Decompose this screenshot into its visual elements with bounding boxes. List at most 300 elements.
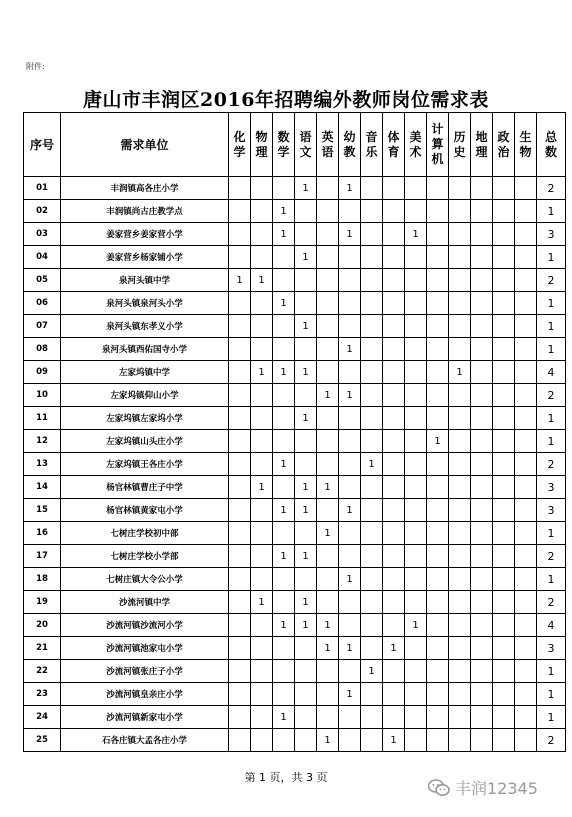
subject-count: [449, 729, 471, 752]
subject-count: [383, 522, 405, 545]
subject-count: [361, 223, 383, 246]
table-row: [24, 683, 566, 706]
subject-count: 1: [339, 338, 361, 361]
subject-count: [471, 407, 493, 430]
header-subject: [405, 113, 427, 177]
subject-count: [317, 568, 339, 591]
subject-count: [427, 338, 449, 361]
subject-count: [361, 637, 383, 660]
header-subject: [295, 113, 317, 177]
row-number: 09: [24, 361, 61, 384]
subject-count: [383, 453, 405, 476]
row-total: 3: [537, 637, 566, 660]
row-number: 04: [24, 246, 61, 269]
subject-count: [493, 361, 515, 384]
subject-count: [317, 683, 339, 706]
subject-count: [471, 522, 493, 545]
subject-count: [493, 706, 515, 729]
subject-count: [339, 407, 361, 430]
subject-count: [383, 269, 405, 292]
watermark: [428, 776, 538, 799]
subject-count: [515, 292, 537, 315]
subject-count: [515, 706, 537, 729]
subject-count: [273, 568, 295, 591]
subject-count: [405, 729, 427, 752]
subject-count: [449, 384, 471, 407]
subject-count: [361, 269, 383, 292]
header-subject-label: 美术: [409, 129, 422, 159]
subject-count: [493, 499, 515, 522]
subject-count: [383, 223, 405, 246]
teacher-demand-table: [23, 112, 566, 752]
table-row: [24, 177, 566, 200]
subject-count: 1: [295, 499, 317, 522]
subject-count: [493, 729, 515, 752]
subject-count: [229, 361, 251, 384]
subject-count: [251, 614, 273, 637]
subject-count: [229, 384, 251, 407]
subject-count: [229, 315, 251, 338]
subject-count: [229, 545, 251, 568]
table-row: [24, 407, 566, 430]
subject-count: 1: [295, 476, 317, 499]
subject-count: [471, 591, 493, 614]
subject-count: [427, 522, 449, 545]
subject-count: [295, 269, 317, 292]
subject-count: [251, 315, 273, 338]
subject-count: [251, 223, 273, 246]
subject-count: [383, 568, 405, 591]
subject-count: [273, 637, 295, 660]
subject-count: [383, 430, 405, 453]
table-row: [24, 729, 566, 752]
row-total: 1: [537, 200, 566, 223]
table-row: [24, 315, 566, 338]
subject-count: 1: [339, 683, 361, 706]
subject-count: [405, 269, 427, 292]
subject-count: [493, 223, 515, 246]
subject-count: 1: [317, 522, 339, 545]
subject-count: [251, 637, 273, 660]
table-row: [24, 568, 566, 591]
subject-count: [229, 476, 251, 499]
subject-count: [339, 729, 361, 752]
subject-count: [515, 200, 537, 223]
table-row: [24, 476, 566, 499]
subject-count: [471, 729, 493, 752]
subject-count: [405, 453, 427, 476]
row-number: 12: [24, 430, 61, 453]
subject-count: [251, 177, 273, 200]
subject-count: [251, 407, 273, 430]
subject-count: [493, 614, 515, 637]
subject-count: [405, 361, 427, 384]
row-unit: 石各庄镇大孟各庄小学: [61, 729, 229, 752]
subject-count: [361, 545, 383, 568]
subject-count: 1: [273, 223, 295, 246]
row-number: 10: [24, 384, 61, 407]
subject-count: [383, 660, 405, 683]
table-row: [24, 430, 566, 453]
header-subject-label: 化学: [233, 129, 246, 159]
row-total: 1: [537, 407, 566, 430]
row-number: 25: [24, 729, 61, 752]
subject-count: [405, 338, 427, 361]
subject-count: [229, 637, 251, 660]
subject-count: [515, 338, 537, 361]
subject-count: [493, 269, 515, 292]
subject-count: 1: [449, 361, 471, 384]
watermark-text: 丰润12345: [455, 779, 538, 798]
row-total: 1: [537, 660, 566, 683]
subject-count: [471, 683, 493, 706]
subject-count: [449, 591, 471, 614]
row-unit: 丰润镇高各庄小学: [61, 177, 229, 200]
subject-count: [383, 614, 405, 637]
subject-count: [471, 568, 493, 591]
subject-count: [317, 223, 339, 246]
subject-count: [273, 660, 295, 683]
subject-count: [273, 246, 295, 269]
subject-count: 1: [295, 315, 317, 338]
subject-count: [405, 315, 427, 338]
subject-count: 1: [339, 637, 361, 660]
subject-count: [361, 177, 383, 200]
table-row: [24, 453, 566, 476]
subject-count: [361, 338, 383, 361]
table-row: [24, 361, 566, 384]
row-number: 17: [24, 545, 61, 568]
subject-count: [427, 292, 449, 315]
subject-count: [427, 384, 449, 407]
subject-count: [471, 177, 493, 200]
subject-count: [449, 545, 471, 568]
subject-count: 1: [273, 614, 295, 637]
subject-count: [515, 591, 537, 614]
subject-count: [251, 430, 273, 453]
row-total: 3: [537, 476, 566, 499]
row-number: 06: [24, 292, 61, 315]
row-total: 3: [537, 499, 566, 522]
subject-count: [471, 614, 493, 637]
row-unit: 沙流河镇沙流河小学: [61, 614, 229, 637]
subject-count: [405, 545, 427, 568]
subject-count: [493, 476, 515, 499]
header-subject: [273, 113, 295, 177]
page-title: 唐山市丰润区2016年招聘编外教师岗位需求表: [83, 89, 489, 111]
subject-count: [515, 545, 537, 568]
subject-count: 1: [295, 591, 317, 614]
subject-count: [229, 292, 251, 315]
subject-count: [317, 269, 339, 292]
page-footer: 第 1 页，共 3 页: [244, 771, 328, 784]
subject-count: [361, 407, 383, 430]
row-number: 07: [24, 315, 61, 338]
subject-count: [493, 177, 515, 200]
subject-count: [471, 545, 493, 568]
subject-count: [471, 315, 493, 338]
row-total: 1: [537, 338, 566, 361]
subject-count: [229, 522, 251, 545]
header-subject-label: 地理: [475, 129, 488, 159]
header-subject: [427, 113, 449, 177]
subject-count: [471, 637, 493, 660]
subject-count: [251, 660, 273, 683]
subject-count: [493, 338, 515, 361]
subject-count: [427, 660, 449, 683]
subject-count: [427, 361, 449, 384]
subject-count: [383, 338, 405, 361]
subject-count: [383, 177, 405, 200]
subject-count: [295, 660, 317, 683]
subject-count: [361, 200, 383, 223]
row-total: 4: [537, 614, 566, 637]
header-subject: [515, 113, 537, 177]
subject-count: [405, 407, 427, 430]
row-number: 23: [24, 683, 61, 706]
subject-count: [361, 729, 383, 752]
subject-count: [251, 384, 273, 407]
subject-count: [229, 683, 251, 706]
row-unit: 沙流河镇张庄子小学: [61, 660, 229, 683]
subject-count: [295, 292, 317, 315]
subject-count: [515, 568, 537, 591]
header-subject-label: 计算机: [431, 122, 444, 166]
row-unit: 左家坞镇仰山小学: [61, 384, 229, 407]
row-unit: 沙流河镇池家屯小学: [61, 637, 229, 660]
subject-count: [449, 706, 471, 729]
subject-count: [251, 200, 273, 223]
subject-count: [515, 315, 537, 338]
subject-count: [493, 522, 515, 545]
subject-count: [449, 269, 471, 292]
subject-count: [251, 522, 273, 545]
row-unit: 左家坞镇左家坞小学: [61, 407, 229, 430]
subject-count: [493, 660, 515, 683]
subject-count: [361, 522, 383, 545]
header-subject-label: 数学: [277, 129, 290, 159]
subject-count: 1: [273, 361, 295, 384]
subject-count: [317, 453, 339, 476]
subject-count: [449, 522, 471, 545]
subject-count: [405, 177, 427, 200]
subject-count: 1: [339, 499, 361, 522]
subject-count: 1: [361, 660, 383, 683]
table-row: [24, 200, 566, 223]
row-total: 2: [537, 177, 566, 200]
table-row: [24, 223, 566, 246]
subject-count: [339, 430, 361, 453]
subject-count: 1: [295, 614, 317, 637]
row-number: 18: [24, 568, 61, 591]
header-subject-label: 体育: [387, 129, 400, 159]
subject-count: [273, 522, 295, 545]
subject-count: [471, 384, 493, 407]
subject-count: [361, 706, 383, 729]
row-unit: 丰润镇尚古庄教学点: [61, 200, 229, 223]
row-total: 2: [537, 384, 566, 407]
row-unit: 泉河头镇泉河头小学: [61, 292, 229, 315]
subject-count: [471, 338, 493, 361]
subject-count: 1: [229, 269, 251, 292]
subject-count: 1: [273, 292, 295, 315]
subject-count: [515, 522, 537, 545]
row-total: 1: [537, 430, 566, 453]
subject-count: [493, 200, 515, 223]
row-total: 4: [537, 361, 566, 384]
row-unit: 左家坞镇山头庄小学: [61, 430, 229, 453]
subject-count: [515, 637, 537, 660]
subject-count: [339, 246, 361, 269]
subject-count: [471, 430, 493, 453]
table-row: [24, 706, 566, 729]
header-subject: [339, 113, 361, 177]
table-row: [24, 338, 566, 361]
subject-count: [229, 407, 251, 430]
subject-count: [383, 476, 405, 499]
subject-count: [383, 361, 405, 384]
subject-count: [515, 177, 537, 200]
subject-count: [229, 453, 251, 476]
subject-count: [515, 361, 537, 384]
subject-count: [427, 453, 449, 476]
row-total: 2: [537, 269, 566, 292]
subject-count: [273, 269, 295, 292]
subject-count: [383, 591, 405, 614]
subject-count: [229, 177, 251, 200]
subject-count: [493, 683, 515, 706]
subject-count: [317, 499, 339, 522]
table-row: [24, 591, 566, 614]
row-unit: 沙流河镇新家屯小学: [61, 706, 229, 729]
subject-count: [427, 683, 449, 706]
subject-count: [493, 246, 515, 269]
subject-count: [427, 545, 449, 568]
subject-count: [515, 223, 537, 246]
subject-count: [383, 200, 405, 223]
row-total: 1: [537, 246, 566, 269]
subject-count: [515, 660, 537, 683]
table-body: [24, 177, 566, 752]
header-subject: [383, 113, 405, 177]
subject-count: [449, 660, 471, 683]
subject-count: 1: [339, 223, 361, 246]
subject-count: [295, 729, 317, 752]
subject-count: [449, 683, 471, 706]
subject-count: [361, 361, 383, 384]
subject-count: [229, 729, 251, 752]
subject-count: [427, 407, 449, 430]
subject-count: [339, 292, 361, 315]
header-total: [537, 113, 566, 177]
row-unit: 姜家营乡姜家营小学: [61, 223, 229, 246]
subject-count: 1: [317, 637, 339, 660]
subject-count: [515, 499, 537, 522]
subject-count: [449, 476, 471, 499]
subject-count: [361, 292, 383, 315]
subject-count: [383, 545, 405, 568]
subject-count: [427, 706, 449, 729]
row-number: 03: [24, 223, 61, 246]
subject-count: [229, 430, 251, 453]
subject-count: [471, 246, 493, 269]
subject-count: [427, 729, 449, 752]
subject-count: [449, 292, 471, 315]
subject-count: 1: [383, 637, 405, 660]
subject-count: [317, 591, 339, 614]
subject-count: 1: [295, 361, 317, 384]
subject-count: [383, 246, 405, 269]
table-row: [24, 499, 566, 522]
row-unit: 左家坞镇中学: [61, 361, 229, 384]
subject-count: [229, 223, 251, 246]
subject-count: [515, 476, 537, 499]
subject-count: [251, 568, 273, 591]
row-number: 05: [24, 269, 61, 292]
subject-count: [515, 246, 537, 269]
subject-count: 1: [339, 384, 361, 407]
subject-count: 1: [251, 361, 273, 384]
row-unit: 七树庄镇大令公小学: [61, 568, 229, 591]
subject-count: [273, 177, 295, 200]
subject-count: 1: [383, 729, 405, 752]
subject-count: [427, 476, 449, 499]
subject-count: [317, 200, 339, 223]
subject-count: [427, 315, 449, 338]
row-unit: 泉河头镇东孝义小学: [61, 315, 229, 338]
row-number: 11: [24, 407, 61, 430]
subject-count: [449, 246, 471, 269]
subject-count: [405, 591, 427, 614]
subject-count: [229, 614, 251, 637]
header-subject-label: 历史: [453, 129, 466, 159]
subject-count: [405, 384, 427, 407]
subject-count: [493, 430, 515, 453]
subject-count: [405, 660, 427, 683]
subject-count: [251, 729, 273, 752]
subject-count: [405, 246, 427, 269]
row-number: 01: [24, 177, 61, 200]
header-subject: [493, 113, 515, 177]
subject-count: [361, 430, 383, 453]
subject-count: [471, 269, 493, 292]
header-row: [24, 113, 566, 177]
table-row: [24, 292, 566, 315]
row-unit: 沙流河镇中学: [61, 591, 229, 614]
row-number: 19: [24, 591, 61, 614]
subject-count: [317, 292, 339, 315]
subject-count: [361, 683, 383, 706]
subject-count: [251, 683, 273, 706]
row-total: 1: [537, 568, 566, 591]
header-subject-label: 语文: [299, 129, 312, 159]
subject-count: 1: [339, 177, 361, 200]
row-total: 2: [537, 729, 566, 752]
subject-count: 1: [251, 269, 273, 292]
subject-count: [339, 269, 361, 292]
header-total-label: 总数: [544, 129, 557, 159]
row-total: 2: [537, 591, 566, 614]
subject-count: [383, 384, 405, 407]
subject-count: [229, 200, 251, 223]
row-number: 15: [24, 499, 61, 522]
subject-count: [405, 568, 427, 591]
subject-count: [295, 453, 317, 476]
subject-count: [361, 591, 383, 614]
subject-count: [251, 292, 273, 315]
table-row: [24, 545, 566, 568]
subject-count: [515, 407, 537, 430]
